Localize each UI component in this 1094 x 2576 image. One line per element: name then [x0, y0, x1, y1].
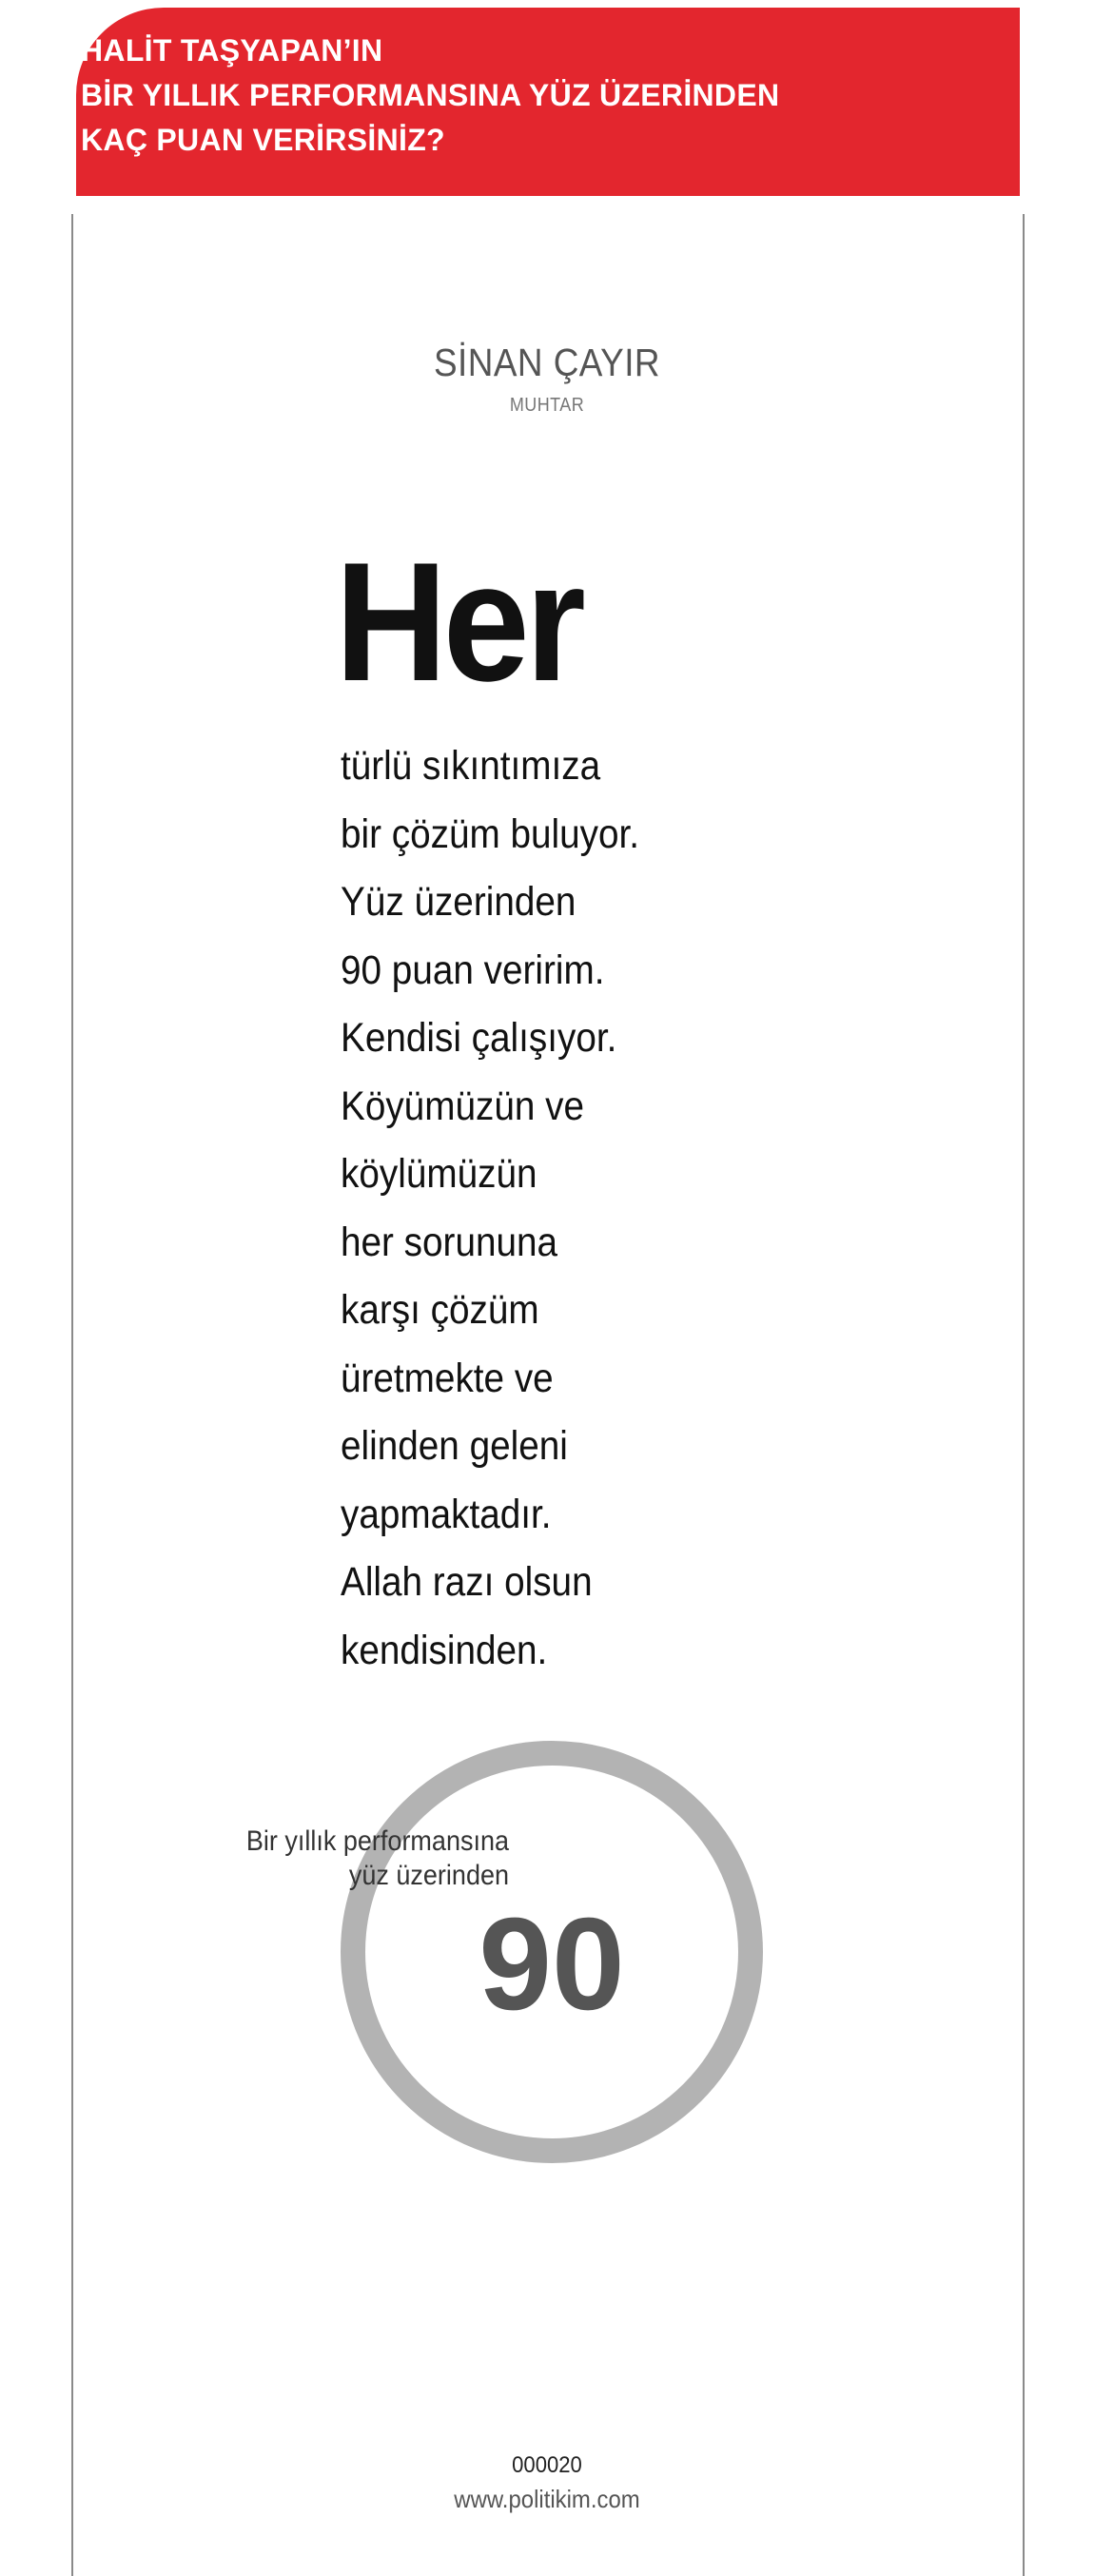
frame-left-border [71, 214, 73, 2576]
quote-line: Allah razı olsun [341, 1559, 593, 1605]
header-title-line: BİR YILLIK PERFORMANSINA YÜZ ÜZERİNDEN [81, 78, 780, 112]
quote-line: türlü sıkıntımıza [341, 743, 601, 789]
footer-code: 000020 [512, 2452, 582, 2478]
header-title-line: KAÇ PUAN VERİRSİNİZ? [81, 123, 445, 157]
quote-line: kendisinden. [341, 1627, 548, 1673]
person-name: SİNAN ÇAYIR [433, 341, 660, 384]
quote-line: 90 puan veririm. [341, 946, 605, 993]
quote-line: üretmekte ve [341, 1355, 554, 1401]
quote-line: Kendisi çalışıyor. [341, 1015, 617, 1061]
header-title [81, 29, 779, 163]
quote-line: Yüz üzerinden [341, 879, 576, 925]
quote-line: bir çözüm buluyor. [341, 810, 640, 857]
frame-right-border [1023, 214, 1025, 2576]
quote-line: yapmaktadır. [341, 1491, 552, 1537]
quote-line: her sorununa [341, 1219, 558, 1265]
score-value: 90 [479, 1891, 625, 2038]
quote-line: köylümüzün [341, 1151, 537, 1197]
header-title-line: HALİT TAŞYAPAN’IN [81, 33, 383, 68]
quote-line: Köyümüzün ve [341, 1083, 584, 1129]
score-caption-line: Bir yıllık performansına [245, 1825, 509, 1857]
quote-lead-word: Her [335, 527, 582, 716]
score-caption [223, 1825, 510, 1893]
quote-line: elinden geleni [341, 1423, 568, 1469]
score-caption-line: yüz üzerinden [348, 1860, 509, 1891]
person-role: MUHTAR [509, 395, 585, 416]
footer-website: www.politikim.com [454, 2485, 640, 2513]
quote-line: karşı çözüm [341, 1287, 539, 1333]
quote-body [341, 732, 639, 1685]
